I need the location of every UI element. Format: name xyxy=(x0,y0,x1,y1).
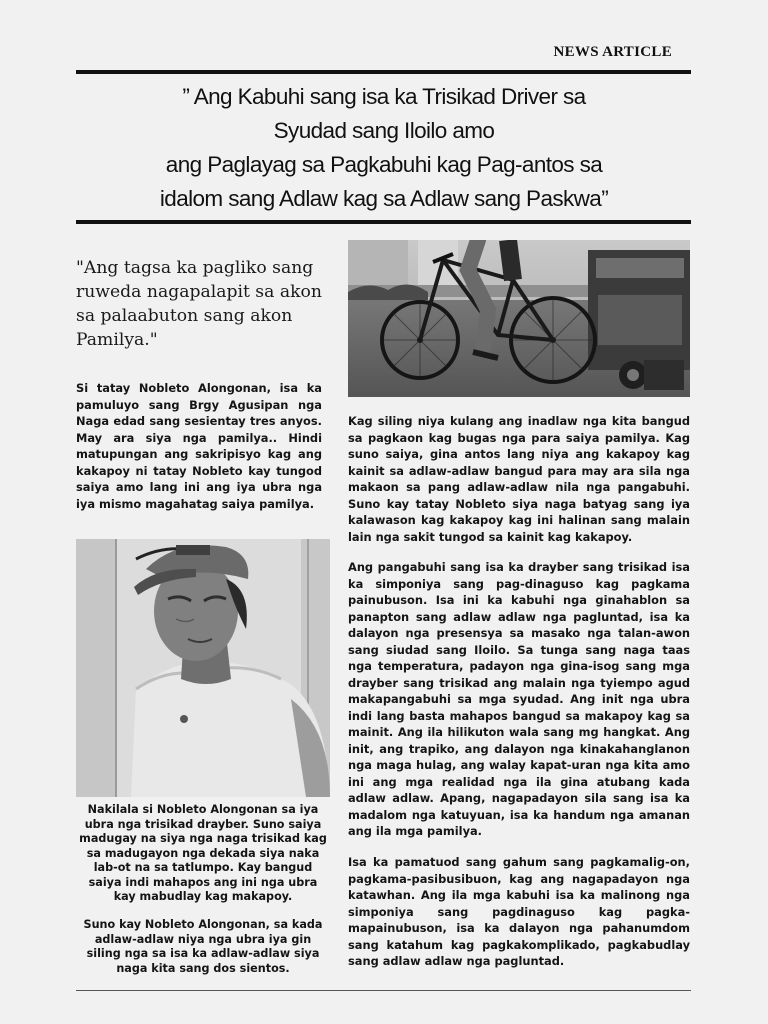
section-label: NEWS ARTICLE xyxy=(553,44,672,60)
portrait-photo xyxy=(76,539,330,797)
top-rule xyxy=(76,70,691,74)
intro-paragraph: Si tatay Nobleto Alongonan, isa ka pamuluyo sang Brgy Agusipan nga Naga edad sang sesientay tres anyos. May ara siya nga pamilya.. Hindi matupungan ang sakripisyo kag ang kakapoy ni tatay Nobleto kay tungod saiya amo lang ini ang iya ubra nga iya mismo magahatag saiya pamilya. xyxy=(76,381,322,511)
headline-line-1: ” Ang Kabuhi sang isa ka Trisikad Driver sa xyxy=(182,84,586,109)
pull-quote: "Ang tagsa ka pagliko sang ruweda nagapalapit sa akon sa palaabuton sang akon Pamilya." xyxy=(76,258,322,350)
right-paragraph-1: Kag siling niya kulang ang inadlaw nga kita bangud sa pagkaon kag bugas nga para saiya pamilya. Kag suno saiya, gina antos lang niya ang kakapoy kag kainit sa adlaw-adlaw bangud para may ara sila nga makaon sa pang adlaw-adlaw nila nga pangabuhi. Suno kay tatay Nobleto siya naga batyag sang iya kalawason kag kakapoy kag ini halinan sang malain lain nga sakit tungod sa kainit kag kakapoy. xyxy=(348,414,690,544)
headline-rule xyxy=(76,220,691,224)
right-paragraph-3: Isa ka pamatuod sang gahum sang pagkamalig-on, pagkama-pasibusibuon, kag ang nagapadayon nga katawhan. Ang ila mga kabuhi isa ka malinong nga simponiya sang pagdinaguso kag pagka-mapainubuson, isa ka dalayon nga pahanumdom sang katahum kag pagkakomplikado, pagkabudlay sang adlaw adlaw nga pagluntad. xyxy=(348,855,690,968)
trisikad-illustration xyxy=(348,240,690,397)
headline-line-2: Syudad sang Iloilo amo xyxy=(273,118,495,143)
headline-line-3: ang Paglayag sa Pagkabuhi kag Pag-antos sa xyxy=(165,152,603,177)
trisikad-photo xyxy=(348,240,690,397)
photo-caption-1: Nakilala si Nobleto Alongonan sa iya ubra nga trisikad drayber. Suno saiya madugay na siya nga naga trisikad kag sa madugayon nga dekada siya naka lab-ot na sa tatlumpo. Kay bangud saiya indi mahapos ang ini nga ubra kay mabudlay kag makapoy. xyxy=(79,803,327,903)
right-paragraph-2: Ang pangabuhi sang isa ka drayber sang trisikad isa ka simponiya sang pag-dinaguso kag pagkama painubuson. Isa ini ka kabuhi nga ginahablon sa panapton sang adlaw adlaw nga pagluntad, isa ka dalayon nga presensya sa masako nga talan-awon sang siudad sang Iloilo. Sa tunga sang naga taas nga temperatura, padayon nga gina-isog sang mga drayber sang trisikad ang malain nga tyiempo agud makapangabuhi sa mga syudad. Ang init nga ubra indi lang basta mahapos bangud sa makapoy kag sa mainit. Ang ila hilikuton wala sang mg hangkat. Ang init, ang trapiko, ang dalayon nga kinakahanglanon nga maga hulag, ang walay kapat-uran nga kita amo ini ang mga realidad nga ila gina atubang kada adlaw adlaw. Apang, nagapadayon sila sang isa ka madalom nga katuyuan, isa ka handum nga amanan ang ila mga pamilya. xyxy=(348,560,690,838)
headline xyxy=(90,80,678,216)
footer-rule xyxy=(76,990,691,991)
photo-caption-2: Suno kay Nobleto Alongonan, sa kada adlaw-adlaw niya nga ubra iya gin siling nga sa isa ka adlaw-adlaw siya naga kita sang dos sientos. xyxy=(83,918,323,975)
portrait-illustration xyxy=(76,539,330,797)
headline-line-4: idalom sang Adlaw kag sa Adlaw sang Paskwa” xyxy=(159,186,609,211)
